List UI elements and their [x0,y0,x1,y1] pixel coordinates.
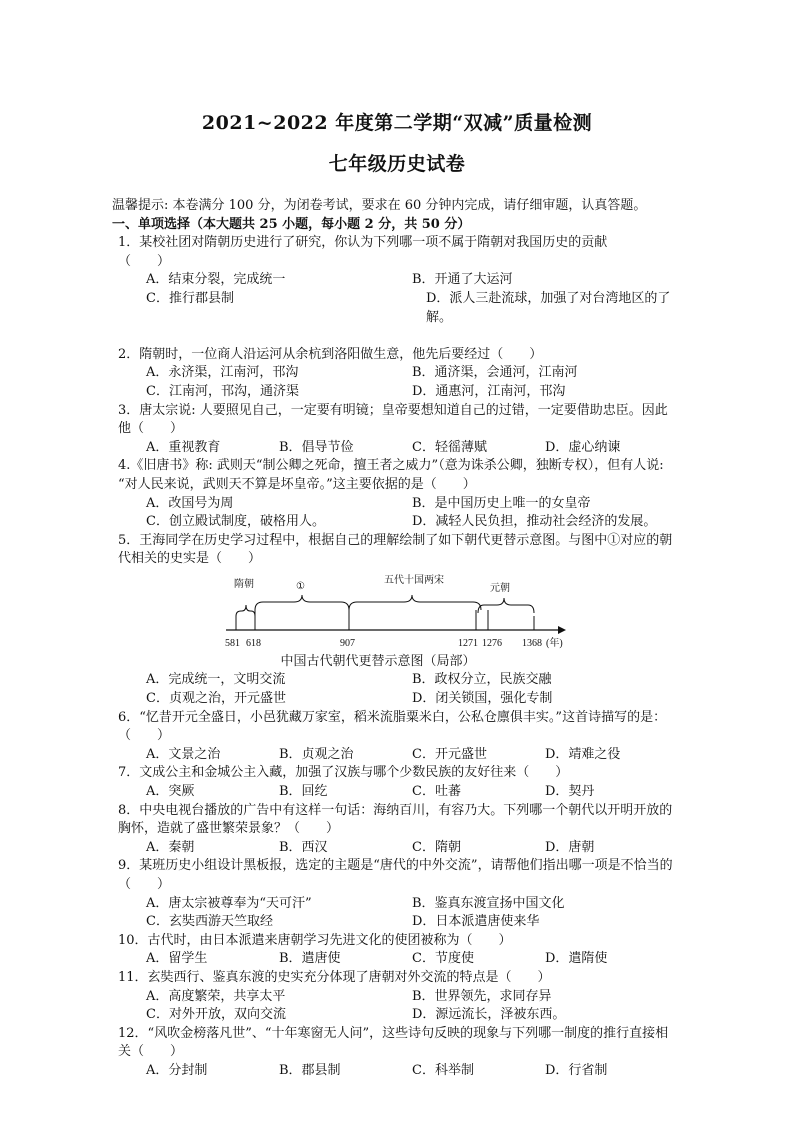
option-c: C．轻徭薄赋 [412,439,487,455]
option-a: A．文景之治 [146,746,221,762]
option-b: B．倡导节俭 [279,439,354,455]
label-sui: 隋朝 [234,578,254,590]
option-d: D．减轻人民负担，推动社会经济的发展。 [412,514,657,530]
option-a: A．永济渠，江南河，邗沟 [146,365,299,381]
section-heading: 一、单项选择（本大题共 25 小题，每小题 2 分，共 50 分） [112,216,471,232]
question-stem: 5．王海同学在历史学习过程中，根据自己的理解绘制了如下朝代更替示意图。与图中①对应的朝代相关的史实是（ ） [118,532,673,567]
option-a: A．突厥 [146,784,195,800]
option-a: A．重视教育 [146,439,221,455]
option-b: B．遣唐使 [279,951,341,967]
timeline-svg [118,571,588,653]
option-a: A．结束分裂，完成统一 [146,272,286,288]
question-8 [118,802,678,858]
option-b: B．西汉 [279,839,328,855]
exam-subtitle: 七年级历史试卷 [328,153,466,175]
option-b: B．回纥 [279,784,328,800]
exam-content [112,197,678,1081]
tick-label: 907 [340,637,355,649]
question-11 [118,969,678,1025]
axis-arrow-icon [558,626,566,634]
option-b: B．是中国历史上唯一的女皇帝 [412,495,591,511]
question-stem: 3．唐太宗说: 人要照见自己，一定要有明镜；皇帝要想知道自己的过错，一定要借助忠臣。因此他（ ） [118,402,668,437]
tick-label: 1276 [482,637,502,649]
brace-yuan [478,598,534,613]
figure-caption: 中国古代朝代更替示意图（局部） [280,653,476,669]
option-c: C．贞观之治，开元盛世 [146,691,286,707]
option-d: D．通惠河，江南河，邗沟 [412,383,566,399]
question-4 [118,457,678,531]
option-d: D．日本派遣唐使来华 [412,914,540,930]
question-2 [118,346,678,402]
brace-sui [236,605,255,616]
option-c: C．创立殿试制度，破格用人。 [146,514,325,530]
tick-label: 1368 [522,637,542,649]
option-d: D．契丹 [545,784,595,800]
option-d: D．行省制 [545,1062,608,1078]
option-b: B．郡县制 [279,1062,341,1078]
question-12 [118,1025,678,1081]
question-stem: （ ） [118,253,171,269]
tick-label: 581 [225,637,240,649]
tip-text: 温馨提示: 本卷满分 100 分，为闭卷考试，要求在 60 分钟内完成，请仔细审题，认真答题。 [112,198,647,213]
option-c: C．隋朝 [412,839,461,855]
question-10 [118,932,678,969]
question-stem: 9．某班历史小组设计黑板报，选定的主题是“唐代的中外交流”，请帮他们指出哪一项是不恰当的（ ） [118,858,673,892]
question-7 [118,764,678,801]
option-d: D．虚心纳谏 [545,439,621,455]
option-d: D．靖难之役 [545,746,621,762]
exam-title: 2021~2022 年度第二学期“双减”质量检测 [201,112,593,134]
option-c: C．推行郡县制 [146,290,234,306]
option-c: C．开元盛世 [412,746,487,762]
question-stem: 1．某校社团对隋朝历史进行了研究，你认为下列哪一项不属于隋朝对我国历史的贡献 [118,235,608,251]
tick-label: 1271 [458,637,478,649]
label-circle-1: ① [296,580,305,592]
brace-circle-1 [255,595,349,610]
question-stem: 4.《旧唐书》称: 武则天“制公卿之死命，擅王者之威力”（意为诛杀公卿，独断专权），但有人说: “对人民来说，武则天不算是坏皇帝。”这主要依据的是（ ） [118,458,664,492]
option-c: C．玄奘西游天竺取经 [146,914,273,930]
option-b: B．开通了大运河 [412,272,513,288]
option-b: B．通济渠，会通河，江南河 [412,365,578,381]
brace-wudai [349,595,481,610]
option-a: A．改国号为周 [146,495,234,511]
option-a: A．秦朝 [146,839,195,855]
question-stem: 7．文成公主和金城公主入藏，加强了汉族与哪个少数民族的友好往来（ ） [118,765,569,781]
question-6 [118,709,678,765]
option-d: D．遣隋使 [545,951,608,967]
tick-label: (年) [546,637,563,649]
option-c: C．科举制 [412,1062,474,1078]
option-b: B．鉴真东渡宣扬中国文化 [412,895,565,911]
option-a: A．唐太宗被尊奉为“天可汗” [146,895,312,911]
question-1 [118,234,678,346]
option-c: C．节度使 [412,951,474,967]
label-wudai: 五代十国两宋 [384,574,444,586]
question-stem: 10．古代时，由日本派遣来唐朝学习先进文化的使团被称为（ ） [118,932,512,948]
option-a: A．完成统一，文明交流 [146,672,286,688]
question-stem: 6．“忆昔开元全盛日，小邑犹藏万家室，稻米流脂粟米白，公私仓廪俱丰实。”这首诗描写的是：（ ） [118,709,667,744]
tick-label: 618 [246,637,261,649]
question-5 [118,532,678,709]
option-c: C．江南河，邗沟，通济渠 [146,383,299,399]
option-c: C．吐蕃 [412,784,461,800]
option-d: D．派人三赴流球，加强了对台湾地区的了解。 [426,290,671,325]
question-9 [118,857,678,931]
option-b: B．世界领先，求同存异 [412,988,552,1004]
dynasty-timeline-figure [118,571,678,653]
option-a: A．留学生 [146,951,208,967]
label-yuan: 元朝 [490,582,510,594]
question-stem: 11．玄奘西行、鉴真东渡的史实充分体现了唐朝对外交流的特点是（ ） [118,969,551,985]
option-b: B．政权分立，民族交融 [412,672,552,688]
question-3 [118,402,678,458]
option-b: B．贞观之治 [279,746,354,762]
option-a: A．分封制 [146,1062,208,1078]
option-d: D．源远流长，泽被东西。 [412,1007,566,1023]
option-d: D．闭关锁国，强化专制 [412,691,553,707]
question-stem: 12．“风吹金榜落凡世”、“十年寒窗无人问”，这些诗句反映的现象与下列哪一制度的推行直接相关（ ） [118,1025,669,1060]
question-stem: 2．隋朝时，一位商人沿运河从余杭到洛阳做生意，他先后要经过（ ） [118,346,543,362]
option-a: A．高度繁荣，共享太平 [146,988,286,1004]
option-c: C．对外开放，双向交流 [146,1007,286,1023]
option-d: D．唐朝 [545,839,595,855]
question-stem: 8．中央电视台播放的广告中有这样一句话：海纳百川，有容乃大。下列哪一个朝代以开明开放的胸怀，造就了盛世繁荣景象？（ ） [118,802,673,837]
